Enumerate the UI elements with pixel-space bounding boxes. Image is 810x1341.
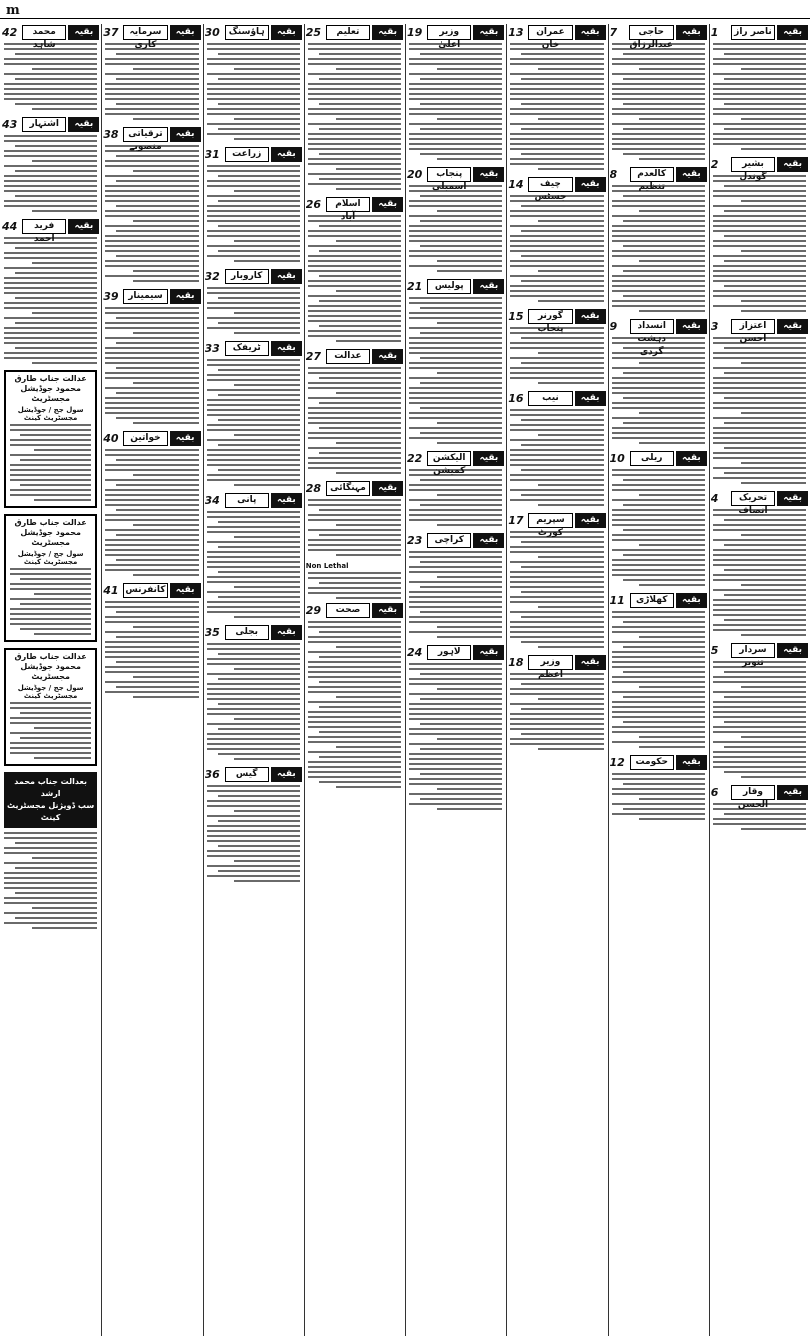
text-lines	[508, 327, 605, 384]
text-lines	[103, 601, 200, 698]
continued-tag: بقیہ	[676, 167, 707, 182]
news-item	[610, 24, 707, 160]
continued-tag: بقیہ	[575, 25, 606, 40]
continued-tag: بقیہ	[68, 117, 99, 132]
item-number: 34	[204, 493, 220, 507]
court-notice	[4, 370, 97, 508]
column-divider	[608, 24, 609, 1336]
court-notice-banner	[4, 772, 97, 828]
text-lines	[306, 499, 403, 556]
item-number: 12	[609, 755, 625, 769]
text-lines	[103, 43, 200, 120]
item-number: 14	[508, 177, 524, 191]
news-item	[103, 582, 200, 698]
news-item	[306, 348, 403, 474]
news-item	[103, 126, 200, 282]
item-header	[2, 116, 99, 132]
item-title: ناصر راز	[731, 25, 775, 40]
news-item	[205, 24, 302, 140]
continued-tag: بقیہ	[372, 197, 403, 212]
item-header	[609, 318, 707, 357]
notice-heading: عدالت جناب طارق محمود جوڈیشل مجسٹریٹ	[14, 374, 87, 403]
news-item	[306, 196, 403, 342]
item-title: اشتہار	[22, 117, 66, 132]
column-8	[2, 24, 99, 1336]
item-number: 38	[103, 127, 119, 141]
continued-tag: بقیہ	[777, 491, 808, 506]
item-header	[711, 24, 808, 40]
item-number: 33	[204, 341, 220, 355]
item-number: 29	[305, 603, 322, 617]
text-lines	[8, 568, 93, 635]
column-divider	[203, 24, 204, 1336]
column-7	[103, 24, 200, 1336]
item-title: سیمینار	[123, 289, 167, 304]
item-number: 30	[204, 25, 220, 39]
news-item	[711, 490, 808, 636]
text-lines	[407, 469, 504, 526]
item-header	[306, 480, 403, 496]
text-lines	[8, 424, 93, 501]
item-number: 9	[609, 319, 618, 333]
item-header	[610, 450, 707, 466]
text-lines	[407, 551, 504, 638]
text-lines	[508, 43, 605, 170]
item-header	[609, 166, 707, 192]
item-title: کھلاڑی	[630, 593, 674, 608]
item-header	[407, 532, 504, 548]
item-header	[407, 24, 504, 50]
item-number: 19	[407, 25, 423, 39]
item-header	[306, 348, 403, 364]
text-lines	[610, 469, 707, 586]
item-number: 6	[710, 785, 719, 799]
text-lines	[2, 135, 99, 212]
text-lines	[205, 43, 302, 140]
news-item	[205, 340, 302, 486]
continued-tag: بقیہ	[170, 431, 201, 446]
continued-tag: بقیہ	[676, 25, 707, 40]
text-lines	[205, 165, 302, 262]
item-header	[710, 784, 808, 810]
column-divider	[405, 24, 406, 1336]
text-lines	[508, 673, 605, 750]
item-title: گورنر پنجاب	[528, 309, 572, 324]
text-lines	[205, 785, 302, 882]
item-number: 36	[204, 767, 220, 781]
text-lines	[2, 832, 99, 929]
continued-tag: بقیہ	[271, 767, 302, 782]
item-number: 18	[508, 655, 524, 669]
item-title: وزیر اعلیٰ	[427, 25, 471, 40]
item-number: 24	[407, 645, 423, 659]
continued-tag: بقیہ	[271, 269, 302, 284]
item-title: مہنگائی	[326, 481, 370, 496]
item-title: سرمایہ کاری	[123, 25, 167, 40]
item-title: محمد شاہد	[22, 25, 66, 40]
news-item	[711, 156, 808, 312]
news-item	[508, 24, 605, 170]
text-lines	[103, 145, 200, 282]
news-item	[306, 602, 403, 788]
text-lines	[205, 643, 302, 760]
item-header	[103, 582, 200, 598]
item-number: 35	[204, 625, 220, 639]
news-item	[306, 480, 403, 556]
item-title: ہاؤسنگ	[225, 25, 269, 40]
item-header	[710, 642, 808, 668]
item-title: عمران خان	[528, 25, 572, 40]
text-lines	[306, 215, 403, 342]
item-header	[205, 766, 302, 782]
text-lines	[8, 702, 93, 759]
continued-tag: بقیہ	[575, 391, 606, 406]
item-header	[609, 24, 707, 50]
item-number: 5	[710, 643, 719, 657]
continued-tag: بقیہ	[777, 785, 808, 800]
text-lines	[610, 611, 707, 748]
item-number: 28	[305, 481, 322, 495]
news-item	[205, 492, 302, 618]
item-number: 32	[204, 269, 220, 283]
item-title: چیف جسٹس	[528, 177, 572, 192]
continued-tag: بقیہ	[271, 341, 302, 356]
continued-tag: بقیہ	[170, 583, 201, 598]
continued-tag: بقیہ	[676, 593, 707, 608]
continued-tag: بقیہ	[473, 279, 504, 294]
text-lines	[711, 509, 808, 636]
news-item	[610, 318, 707, 444]
column-divider	[101, 24, 102, 1336]
item-header	[407, 278, 504, 294]
item-header	[205, 624, 302, 640]
page-number: m	[6, 3, 20, 18]
item-header	[306, 602, 403, 618]
notice-subheading: سول جج / جوڈیشل مجسٹریٹ کینٹ	[17, 684, 84, 700]
item-number: 40	[103, 431, 119, 445]
news-item	[610, 450, 707, 586]
news-item	[508, 512, 605, 648]
text-lines	[407, 185, 504, 272]
continued-tag: بقیہ	[372, 603, 403, 618]
continued-tag: بقیہ	[777, 25, 808, 40]
item-number: 41	[103, 583, 119, 597]
item-title: ریلی	[630, 451, 674, 466]
item-title: ٹریفک	[225, 341, 269, 356]
item-title: بجلی	[225, 625, 269, 640]
notice-heading: عدالت جناب طارق محمود جوڈیشل مجسٹریٹ	[14, 652, 87, 681]
column-5	[306, 24, 403, 1336]
column-4	[407, 24, 504, 1336]
item-header	[610, 754, 707, 770]
item-number: 15	[508, 309, 524, 323]
item-title: حاجی عبدالرزاق	[629, 26, 673, 50]
item-title: عدالت	[326, 349, 370, 364]
banner-line-2: سب ڈویژنل مجسٹریٹ کینٹ	[7, 801, 95, 822]
news-item	[103, 288, 200, 424]
item-number: 42	[2, 25, 18, 39]
item-number: 44	[2, 219, 18, 233]
news-item	[711, 24, 808, 150]
item-header	[508, 308, 605, 334]
text-lines	[306, 572, 403, 599]
item-title: کاروبار	[225, 269, 269, 284]
news-item	[103, 430, 200, 576]
item-header	[508, 390, 605, 406]
item-title: کالعدم تنظیم	[630, 167, 674, 182]
item-header	[407, 644, 504, 660]
banner-line-1: بعدالت جناب محمد ارشد	[14, 777, 87, 798]
news-item	[407, 166, 504, 272]
continued-tag: بقیہ	[271, 25, 302, 40]
item-header	[407, 450, 504, 476]
continued-tag: بقیہ	[676, 319, 707, 334]
continued-tag: بقیہ	[271, 147, 302, 162]
continued-tag: بقیہ	[170, 127, 201, 142]
news-item	[2, 116, 99, 212]
news-item	[407, 450, 504, 526]
item-header	[205, 492, 302, 508]
continued-tag: بقیہ	[271, 493, 302, 508]
item-number: 27	[305, 349, 322, 363]
continued-tag: بقیہ	[473, 645, 504, 660]
item-title: گیس	[225, 767, 269, 782]
item-number: 7	[609, 25, 618, 39]
text-lines	[205, 287, 302, 334]
news-item	[610, 166, 707, 312]
news-item	[407, 532, 504, 638]
item-header	[205, 268, 302, 284]
continued-tag: بقیہ	[170, 25, 201, 40]
news-item	[711, 318, 808, 484]
item-title: انسداد دہشت گردی	[630, 319, 674, 334]
continued-tag: بقیہ	[473, 451, 504, 466]
news-item	[205, 268, 302, 334]
continued-tag: بقیہ	[777, 643, 808, 658]
continued-tag: بقیہ	[473, 167, 504, 182]
item-header	[508, 654, 605, 680]
item-number: 4	[710, 491, 719, 505]
top-rule	[0, 18, 810, 19]
item-number: 13	[508, 25, 524, 39]
news-item	[711, 784, 808, 830]
column-divider	[506, 24, 507, 1336]
column-6	[205, 24, 302, 1336]
item-title: صحت	[326, 603, 370, 618]
continued-tag: بقیہ	[777, 157, 808, 172]
text-lines	[508, 195, 605, 302]
item-title: حکومت	[630, 755, 674, 770]
notice-heading: عدالت جناب طارق محمود جوڈیشل مجسٹریٹ	[14, 518, 87, 547]
text-lines	[407, 297, 504, 444]
continued-tag: بقیہ	[372, 349, 403, 364]
text-lines	[407, 43, 504, 160]
item-header	[2, 218, 99, 244]
text-lines	[205, 359, 302, 486]
news-item	[407, 24, 504, 160]
news-item	[508, 176, 605, 302]
item-number: 11	[609, 593, 625, 607]
item-title: تعلیم	[326, 25, 370, 40]
text-lines	[103, 449, 200, 576]
news-item	[2, 24, 99, 110]
item-title: الیکشن کمیشن	[427, 451, 471, 466]
item-title: اعتزاز احسن	[731, 319, 775, 334]
item-title: بشیر گوندل	[731, 157, 775, 172]
news-item	[205, 146, 302, 262]
court-notice	[4, 514, 97, 642]
item-header	[205, 340, 302, 356]
continued-tag: بقیہ	[372, 481, 403, 496]
news-item	[508, 390, 605, 506]
column-divider	[709, 24, 710, 1336]
item-header	[710, 490, 808, 516]
news-item	[407, 644, 504, 810]
text-lines	[306, 367, 403, 474]
news-item	[508, 654, 605, 750]
item-header	[508, 512, 605, 538]
continued-tag: بقیہ	[170, 289, 201, 304]
item-header	[205, 24, 302, 40]
item-number: 21	[407, 279, 423, 293]
column-1	[711, 24, 808, 1336]
news-item	[205, 766, 302, 882]
item-title: وقار الحسن	[731, 785, 775, 800]
item-number: 16	[508, 391, 524, 405]
text-lines	[103, 307, 200, 424]
item-title: خواتین	[123, 431, 167, 446]
item-number: 2	[710, 157, 719, 171]
item-number: 39	[103, 289, 119, 303]
item-title: سپریم کورٹ	[528, 513, 572, 528]
text-lines	[2, 237, 99, 364]
continued-tag: بقیہ	[575, 513, 606, 528]
text-lines	[610, 773, 707, 820]
item-header	[407, 166, 504, 192]
text-lines	[407, 663, 504, 810]
item-number: 22	[407, 451, 423, 465]
item-title: لاہور	[427, 645, 471, 660]
item-number: 23	[407, 533, 423, 547]
item-number: 17	[508, 513, 524, 527]
continued-tag: بقیہ	[68, 219, 99, 234]
text-lines	[711, 43, 808, 150]
news-item	[508, 308, 605, 384]
text-lines	[508, 409, 605, 506]
news-item	[205, 624, 302, 760]
item-header	[103, 126, 200, 152]
item-header	[508, 176, 605, 202]
item-header	[306, 24, 403, 40]
item-header	[205, 146, 302, 162]
item-title: سردار تنویر	[731, 643, 775, 658]
item-number: 25	[305, 25, 322, 39]
item-header	[710, 156, 808, 182]
continued-tag: بقیہ	[575, 309, 606, 324]
item-number: 43	[2, 117, 18, 131]
item-header	[710, 318, 808, 344]
item-header	[508, 24, 605, 50]
continued-tag: بقیہ	[777, 319, 808, 334]
item-title: زراعت	[225, 147, 269, 162]
item-number: 20	[407, 167, 423, 181]
news-item	[610, 592, 707, 748]
notice-subheading: سول جج / جوڈیشل مجسٹریٹ کینٹ	[17, 406, 84, 422]
continued-tag: بقیہ	[575, 655, 606, 670]
item-header	[305, 196, 403, 222]
item-title: پانی	[225, 493, 269, 508]
text-lines	[2, 43, 99, 110]
news-item	[711, 642, 808, 778]
news-item	[407, 278, 504, 444]
continued-tag: بقیہ	[575, 177, 606, 192]
latin-snippet: Non Lethal	[305, 562, 349, 570]
item-title: اسلام آباد	[326, 197, 370, 212]
notice-subheading: سول جج / جوڈیشل مجسٹریٹ کینٹ	[17, 550, 84, 566]
text-lines	[610, 43, 707, 160]
item-header	[103, 288, 200, 304]
news-item	[103, 24, 200, 120]
column-2	[610, 24, 707, 1336]
continued-tag: بقیہ	[676, 755, 707, 770]
continued-tag: بقیہ	[473, 25, 504, 40]
continued-tag: بقیہ	[676, 451, 707, 466]
item-number: 37	[103, 25, 119, 39]
item-title: فرید احمد	[22, 219, 66, 234]
item-number: 31	[204, 147, 220, 161]
text-lines	[306, 43, 403, 190]
item-title: پولیس	[427, 279, 471, 294]
text-lines	[508, 531, 605, 648]
text-lines	[306, 621, 403, 788]
item-title: کراچی	[427, 533, 471, 548]
item-title: کانفرنس	[123, 583, 167, 598]
item-number: 26	[305, 197, 322, 211]
text-lines	[205, 511, 302, 618]
text-lines	[711, 337, 808, 484]
continued-tag: بقیہ	[68, 25, 99, 40]
item-number: 8	[609, 167, 618, 181]
item-header	[103, 24, 200, 50]
item-title: پنجاب اسمبلی	[427, 167, 471, 182]
continued-tag: بقیہ	[473, 533, 504, 548]
item-title: وزیر اعظم	[528, 655, 572, 670]
item-header	[610, 592, 707, 608]
continued-tag: بقیہ	[271, 625, 302, 640]
text-lines	[711, 661, 808, 778]
item-title: تحریک انصاف	[731, 491, 775, 506]
court-notice	[4, 648, 97, 766]
item-header	[2, 24, 99, 50]
item-number: 1	[710, 25, 719, 39]
item-number: 10	[609, 451, 625, 465]
column-divider	[304, 24, 305, 1336]
item-number: 3	[710, 319, 719, 333]
text-lines	[711, 175, 808, 312]
item-header	[103, 430, 200, 446]
item-title: ترقیاتی منصوبے	[123, 127, 167, 142]
news-item	[610, 754, 707, 820]
column-3	[508, 24, 605, 1336]
text-lines	[610, 185, 707, 312]
continued-tag: بقیہ	[372, 25, 403, 40]
news-item	[2, 218, 99, 364]
item-title: نیب	[528, 391, 572, 406]
news-item	[306, 24, 403, 190]
